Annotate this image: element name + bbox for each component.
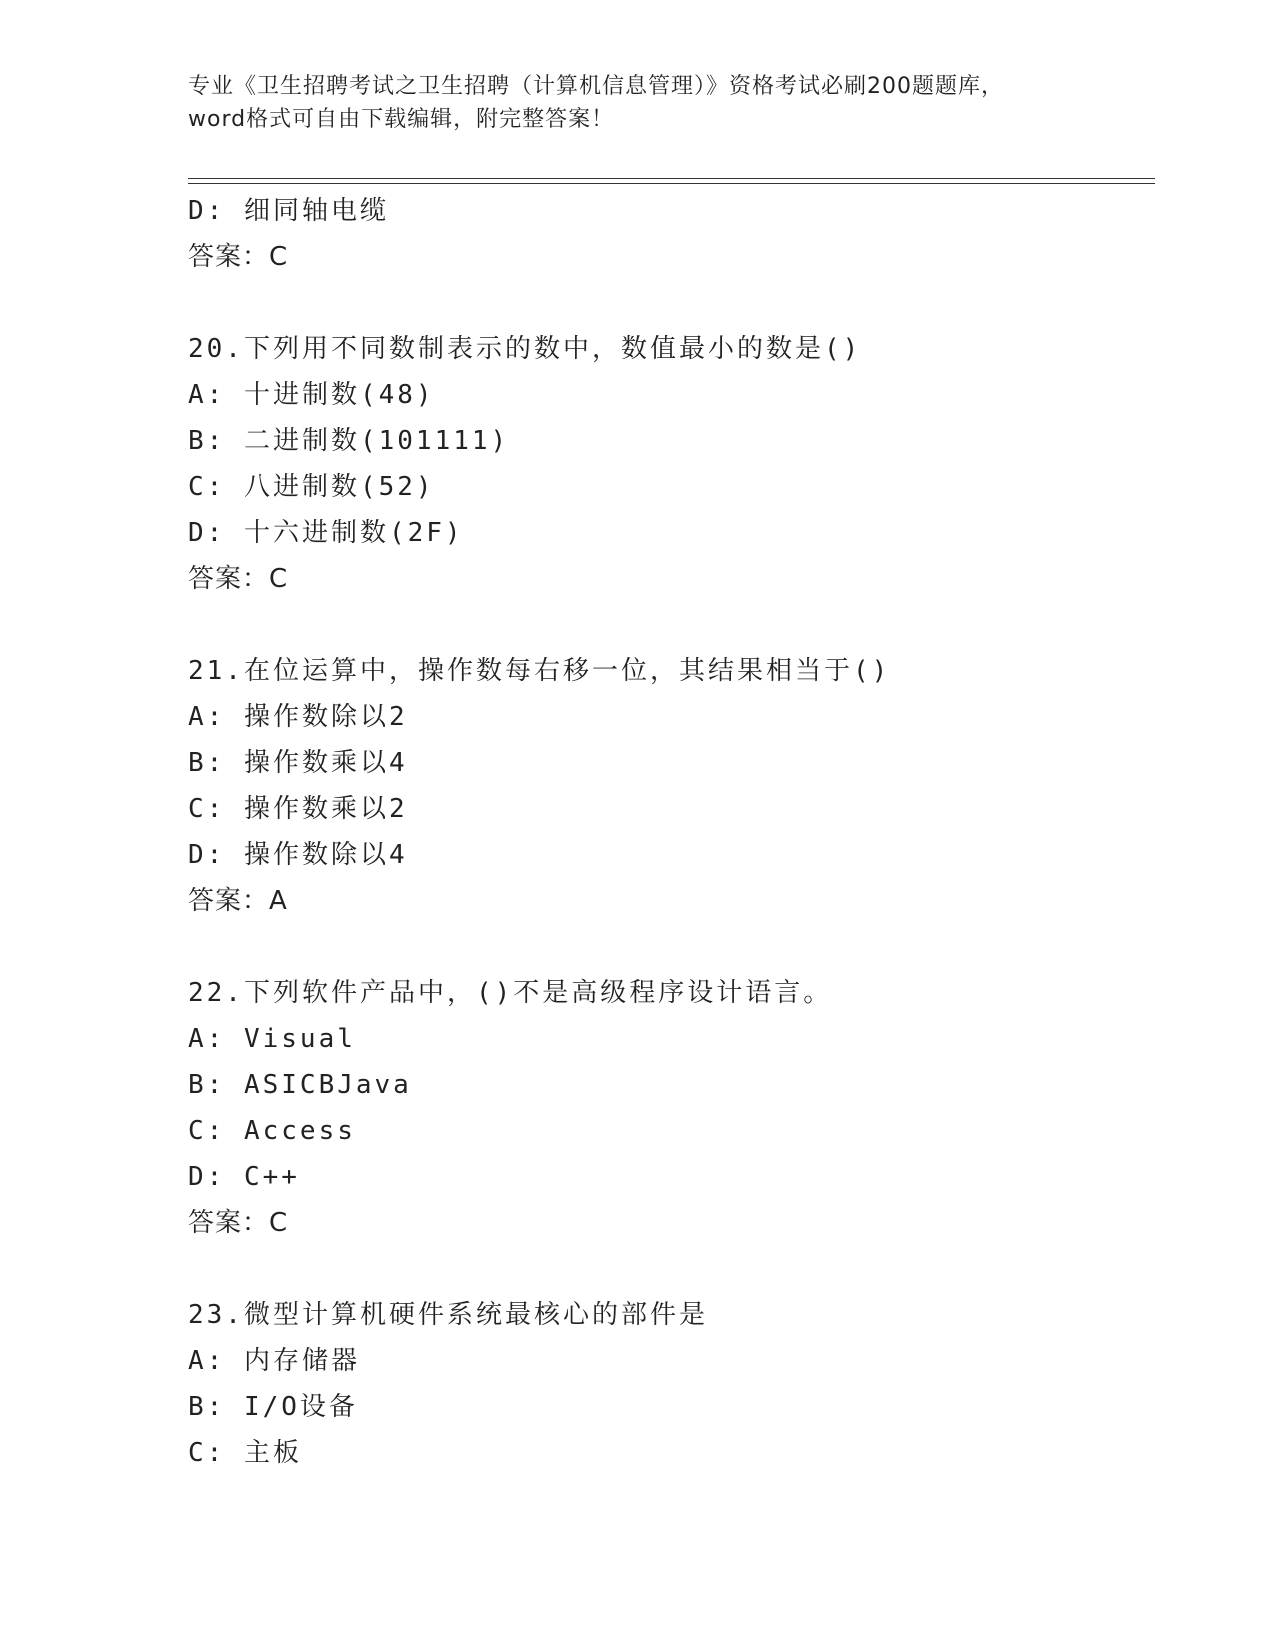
option-c: C: Access bbox=[188, 1116, 356, 1146]
question-21 bbox=[188, 648, 1148, 924]
option-b: B: 操作数乘以4 bbox=[188, 748, 408, 778]
document-header bbox=[188, 70, 1088, 136]
option-b: B: I/O设备 bbox=[188, 1392, 358, 1422]
option-d: D: 操作数除以4 bbox=[188, 840, 408, 870]
question-22 bbox=[188, 970, 1148, 1246]
option-b: B: 二进制数(101111) bbox=[188, 426, 510, 456]
option-c: C: 主板 bbox=[188, 1438, 302, 1468]
option-d: D: 十六进制数(2F) bbox=[188, 518, 464, 548]
option-a: A: 操作数除以2 bbox=[188, 702, 408, 732]
header-divider-bottom bbox=[188, 183, 1155, 184]
option-a: A: 十进制数(48) bbox=[188, 380, 435, 410]
header-line-1: 专业《卫生招聘考试之卫生招聘（计算机信息管理）》资格考试必刷200题题库， bbox=[188, 74, 1004, 99]
question-stem: 23.微型计算机硬件系统最核心的部件是 bbox=[188, 1300, 708, 1330]
option-c: C: 八进制数(52) bbox=[188, 472, 435, 502]
spacer bbox=[188, 1246, 1148, 1292]
option-d: D: C++ bbox=[188, 1162, 300, 1192]
answer: 答案：C bbox=[188, 564, 289, 594]
question-stem: 22.下列软件产品中，()不是高级程序设计语言。 bbox=[188, 978, 833, 1008]
option-c: C: 操作数乘以2 bbox=[188, 794, 408, 824]
option-d: D: 细同轴电缆 bbox=[188, 196, 389, 226]
question-20 bbox=[188, 326, 1148, 602]
header-line-2: word格式可自由下载编辑，附完整答案！ bbox=[188, 107, 615, 132]
option-a: A: Visual bbox=[188, 1024, 356, 1054]
question-23 bbox=[188, 1292, 1148, 1476]
question-stem: 20.下列用不同数制表示的数中，数值最小的数是() bbox=[188, 334, 862, 364]
spacer bbox=[188, 602, 1148, 648]
question-stem: 21.在位运算中，操作数每右移一位，其结果相当于() bbox=[188, 656, 891, 686]
answer: 答案：A bbox=[188, 886, 288, 916]
spacer bbox=[188, 924, 1148, 970]
question-list bbox=[188, 188, 1148, 1476]
answer: 答案：C bbox=[188, 242, 289, 272]
option-b: B: ASICBJava bbox=[188, 1070, 412, 1100]
option-a: A: 内存储器 bbox=[188, 1346, 360, 1376]
header-divider-top bbox=[188, 178, 1155, 179]
spacer bbox=[188, 280, 1148, 326]
answer: 答案：C bbox=[188, 1208, 289, 1238]
